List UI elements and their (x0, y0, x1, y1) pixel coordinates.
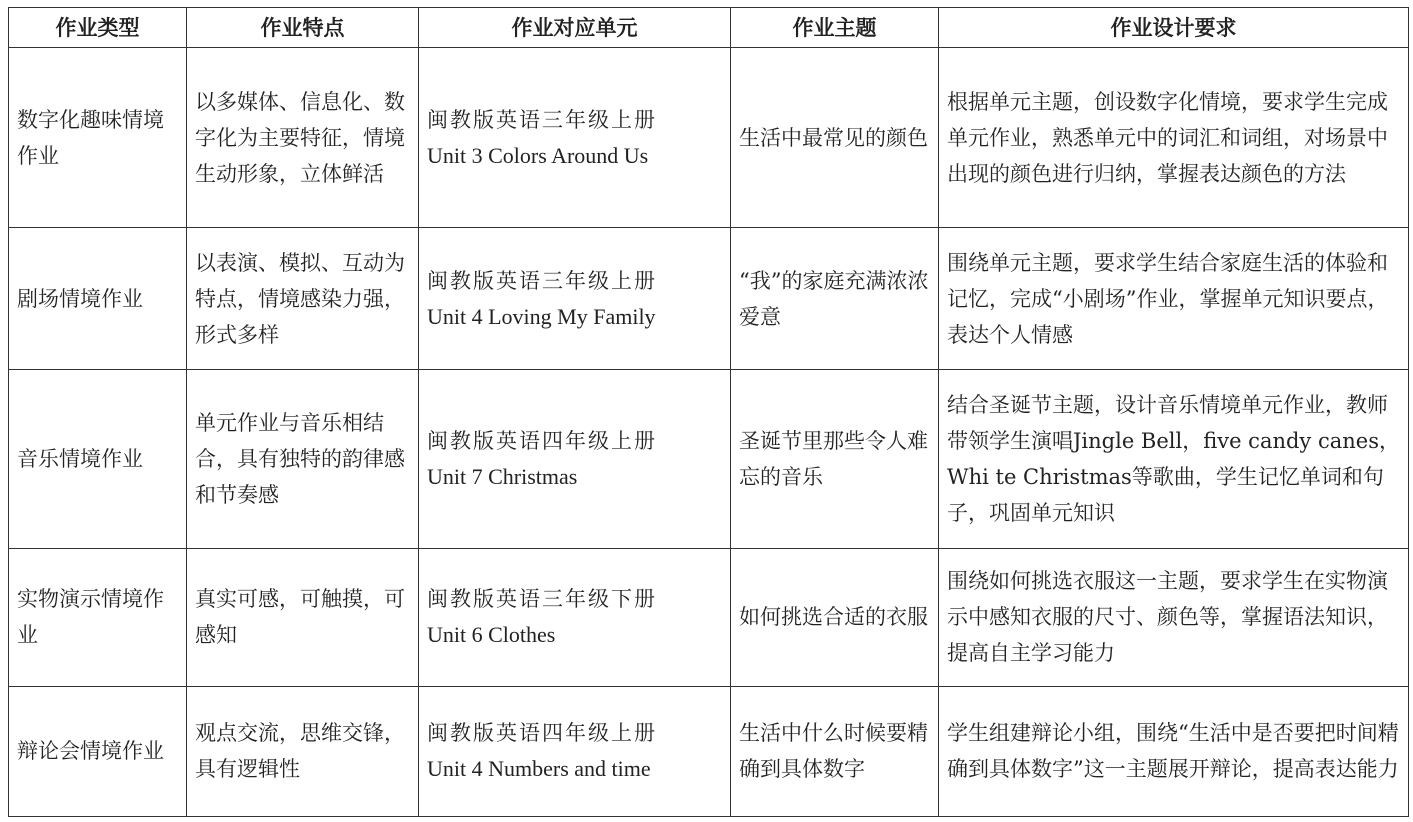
table-row (9, 548, 1409, 686)
unit-label: Unit 3 Colors Around Us (427, 142, 649, 168)
table-header-row (9, 8, 1409, 48)
cell-theme: “我”的家庭充满浓浓爱意 (731, 228, 939, 370)
cell-type: 剧场情境作业 (9, 228, 187, 370)
table-row (9, 228, 1409, 370)
cell-type: 音乐情境作业 (9, 370, 187, 548)
textbook-label: 闽教版英语三年级下册 (427, 587, 657, 612)
unit-label: Unit 4 Numbers and time (427, 756, 651, 782)
cell-feature: 单元作业与音乐相结合，具有独特的韵律感和节奏感 (187, 370, 419, 548)
table-row (9, 48, 1409, 228)
cell-type: 辩论会情境作业 (9, 686, 187, 816)
cell-feature: 观点交流，思维交锋，具有逻辑性 (187, 686, 419, 816)
header-theme: 作业主题 (731, 8, 939, 48)
table-row (9, 370, 1409, 548)
textbook-label: 闽教版英语四年级上册 (427, 429, 657, 454)
cell-unit (419, 48, 731, 228)
cell-requirement: 学生组建辩论小组，围绕“生活中是否要把时间精确到具体数字”这一主题展开辩论，提高表达能力 (939, 686, 1409, 816)
cell-type: 数字化趣味情境作业 (9, 48, 187, 228)
cell-theme: 生活中什么时候要精确到具体数字 (731, 686, 939, 816)
cell-type: 实物演示情境作业 (9, 548, 187, 686)
cell-requirement: 围绕单元主题，要求学生结合家庭生活的体验和记忆，完成“小剧场”作业，掌握单元知识要点，表达个人情感 (939, 228, 1409, 370)
textbook-label: 闽教版英语四年级上册 (427, 721, 657, 746)
cell-unit (419, 228, 731, 370)
cell-feature: 以多媒体、信息化、数字化为主要特征，情境生动形象，立体鲜活 (187, 48, 419, 228)
cell-feature: 以表演、模拟、互动为特点，情境感染力强，形式多样 (187, 228, 419, 370)
unit-label: Unit 4 Loving My Family (427, 303, 656, 329)
cell-unit (419, 686, 731, 816)
cell-theme: 圣诞节里那些令人难忘的音乐 (731, 370, 939, 548)
table-row (9, 686, 1409, 816)
header-type: 作业类型 (9, 8, 187, 48)
assignment-table (8, 7, 1409, 817)
cell-requirement: 围绕如何挑选衣服这一主题，要求学生在实物演示中感知衣服的尺寸、颜色等，掌握语法知识，提高自主学习能力 (939, 548, 1409, 686)
header-unit: 作业对应单元 (419, 8, 731, 48)
unit-label: Unit 7 Christmas (427, 464, 578, 490)
header-feature: 作业特点 (187, 8, 419, 48)
textbook-label: 闽教版英语三年级上册 (427, 107, 657, 132)
unit-label: Unit 6 Clothes (427, 622, 556, 648)
cell-theme: 如何挑选合适的衣服 (731, 548, 939, 686)
textbook-label: 闽教版英语三年级上册 (427, 268, 657, 293)
header-requirement: 作业设计要求 (939, 8, 1409, 48)
cell-requirement: 根据单元主题，创设数字化情境，要求学生完成单元作业，熟悉单元中的词汇和词组，对场景中出现的颜色进行归纳，掌握表达颜色的方法 (939, 48, 1409, 228)
cell-feature: 真实可感，可触摸，可感知 (187, 548, 419, 686)
cell-unit (419, 548, 731, 686)
cell-requirement: 结合圣诞节主题，设计音乐情境单元作业，教师带领学生演唱Jingle Bell，five candy canes，Whi te Christmas等歌曲，学生记忆单词和句子，巩固单元知识 (939, 370, 1409, 548)
cell-theme: 生活中最常见的颜色 (731, 48, 939, 228)
cell-unit (419, 370, 731, 548)
